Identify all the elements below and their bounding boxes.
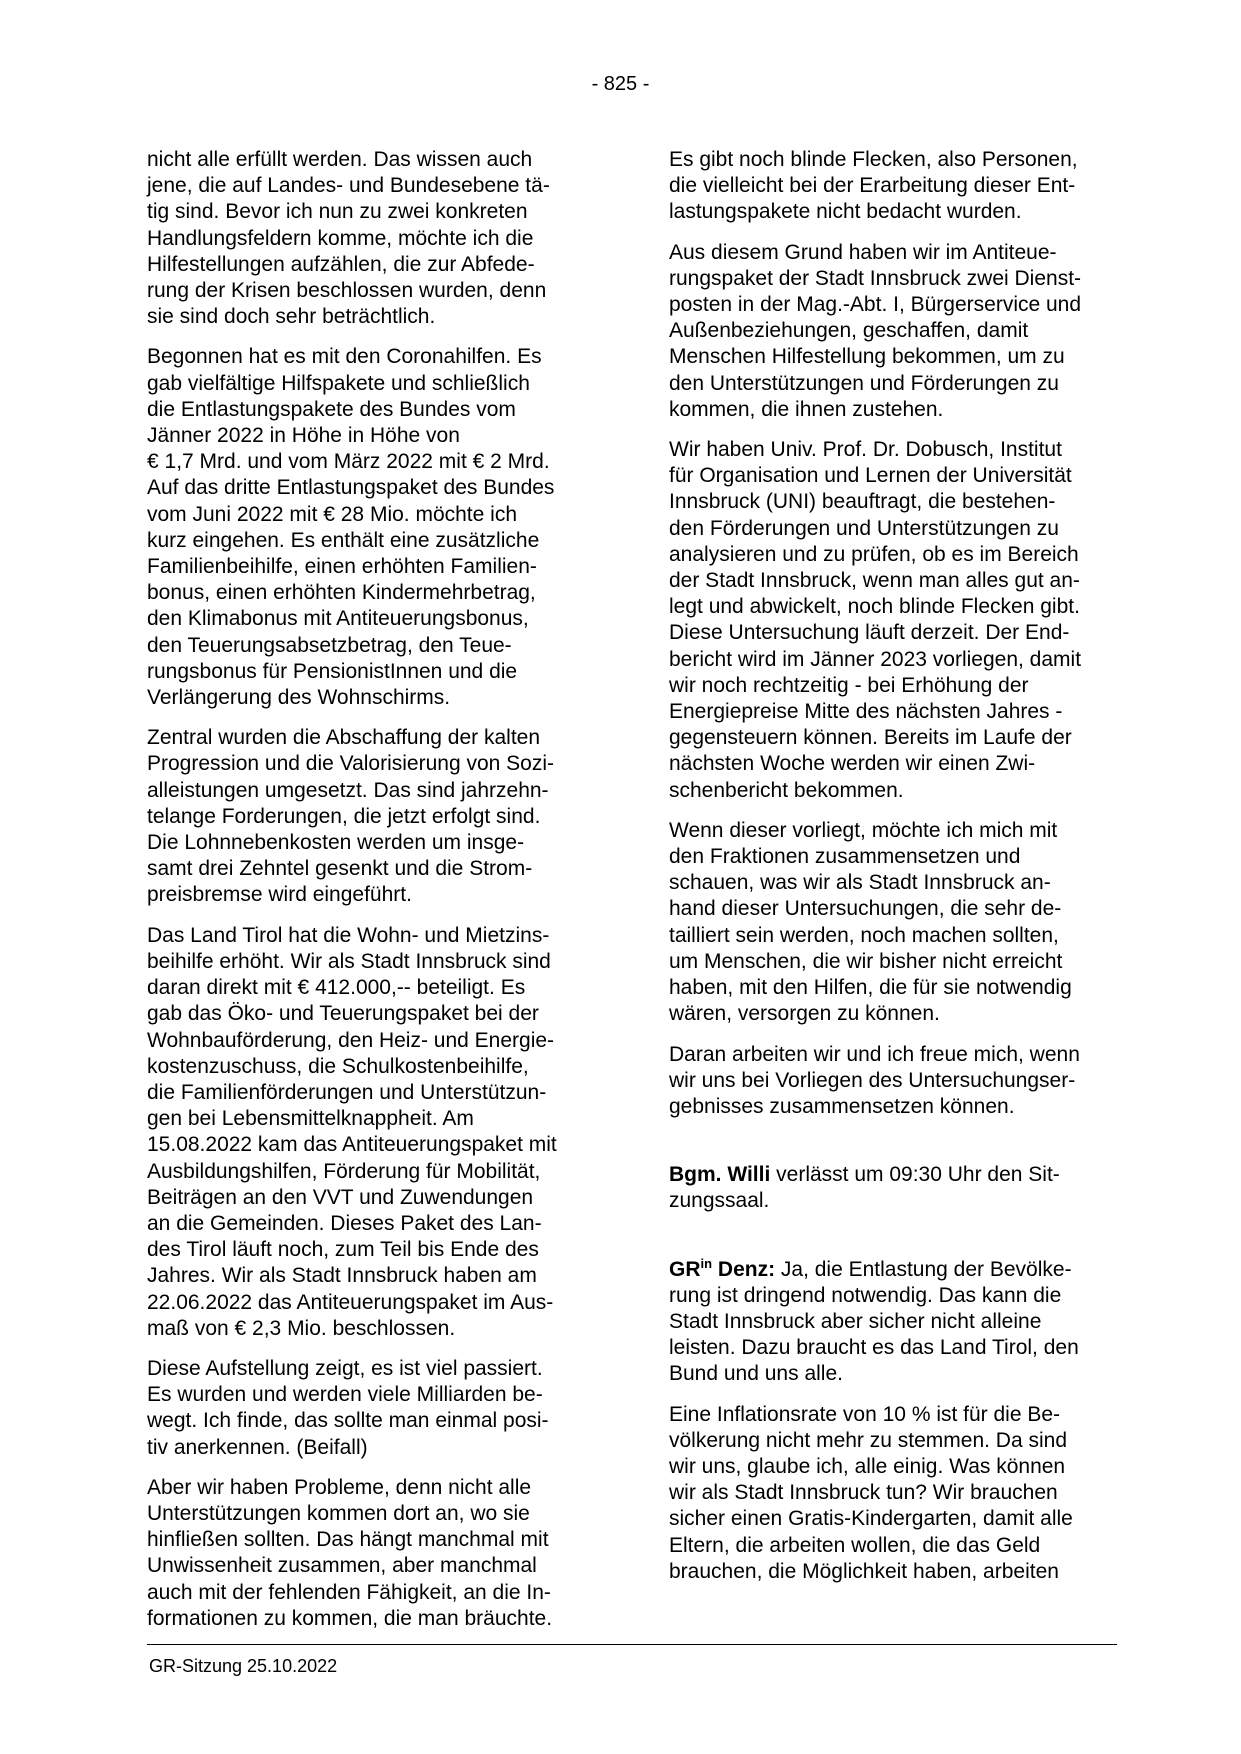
speaker-prefix: GR (669, 1257, 701, 1281)
note-text: verlässt um 09:30 Uhr den Sit- zungssaal. (669, 1163, 1060, 1213)
paragraph: Begonnen hat es mit den Coronahilfen. Es gab vielfältige Hilfspakete und schließlich die Entlastungspakete des Bundes vom Jänner 2022 in Höhe in Höhe von € 1,7 Mrd. und vom März 2022 mit € 2 Mrd. Auf das dritte Entlastungspaket des Bundes vom Juni 2022 mit € 28 Mio. möchte ich kurz eingehen. Es enthält eine zusätzliche Familienbeihilfe, einen erhöhten Familien- bonus, einen erhöhten Kindermehrbetrag, den Klimabonus mit Antiteuerungsbonus, den Teuerungsabsetzbetrag, den Teue- rungsbonus für PensionistInnen und die Verlängerung des Wohnschirms. (147, 345, 555, 710)
note-speaker: Bgm. Willi (669, 1163, 771, 1187)
speaker-superscript: in (700, 1255, 713, 1271)
paragraph: Aber wir haben Probleme, denn nicht alle Unterstützungen kommen dort an, wo sie hinfließen sollten. Das hängt manchmal mit Unwissenheit zusammen, aber manchmal auch mit der fehlenden Fähigkeit, an die In- formationen zu kommen, die man bräuchte. (147, 1475, 553, 1630)
paragraph: Diese Aufstellung zeigt, es ist viel passiert. Es wurden und werden viele Milliarden be- wegt. Ich finde, das sollte man einmal posi- tiv anerkennen. (Beifall) (147, 1356, 549, 1459)
speech-text: Ja, die Entlastung der Bevölke- rung ist dringend notwendig. Das kann die Stadt Innsbruck aber sicher nicht alleine leisten. Dazu braucht es das Land Tirol, den Bund und uns alle. (669, 1257, 1079, 1386)
paragraph: Wir haben Univ. Prof. Dr. Dobusch, Institut für Organisation und Lernen der Universität Innsbruck (UNI) beauftragt, die bestehen- den Förderungen und Unterstützungen zu analysieren und zu prüfen, ob es im Bereich der Stadt Innsbruck, wenn man alles gut an- legt und abwickelt, noch blinde Flecken gibt. Diese Untersuchung läuft derzeit. Der End- bericht wird im Jänner 2023 vorliegen, damit wir noch rechtzeitig - bei Erhöhung der Energiepreise Mitte des nächsten Jahres - gegensteuern können. Bereits im Laufe der nächsten Woche werden wir einen Zwi- schenbericht bekommen. (669, 438, 1082, 802)
paragraph: Wenn dieser vorliegt, möchte ich mich mit den Fraktionen zusammensetzen und schauen, was wir als Stadt Innsbruck an- hand dieser Untersuchungen, die sehr de- tailliert sein werden, noch machen sollten, um Menschen, die wir bisher nicht erreicht haben, mit den Hilfen, die für sie notwendig wären, versorgen zu können. (669, 818, 1072, 1026)
paragraph: Zentral wurden die Abschaffung der kalten Progression und die Valorisierung von Sozi- alleistungen umgesetzt. Das sind jahrzehn- telange Forderungen, die jetzt erfolgt sind. Die Lohnnebenkosten werden um insge- samt drei Zehntel gesenkt und die Strom- preisbremse wird eingeführt. (147, 726, 554, 907)
left-column (147, 147, 617, 1646)
paragraph: Aus diesem Grund haben wir im Antiteue- rungspaket der Stadt Innsbruck zwei Dienst- posten in der Mag.-Abt. I, Bürgerservice und Außenbeziehungen, geschaffen, damit Menschen Hilfestellung bekommen, um zu den Unterstützungen und Förderungen zu kommen, die ihnen zustehen. (669, 240, 1082, 421)
paragraph: nicht alle erfüllt werden. Das wissen auch jene, die auf Landes- und Bundesebene tä- tig sind. Bevor ich nun zu zwei konkreten Handlungsfeldern komme, möchte ich die Hilfestellungen aufzählen, die zur Abfede- rung der Krisen beschlossen wurden, denn sie sind doch sehr beträchtlich. (147, 148, 550, 329)
speaker-label (669, 1255, 776, 1281)
paragraph: Daran arbeiten wir und ich freue mich, wenn wir uns bei Vorliegen des Untersuchungser- gebnisses zusammensetzen können. (669, 1042, 1080, 1118)
footer-divider (147, 1644, 1117, 1645)
paragraph: Es gibt noch blinde Flecken, also Personen, die vielleicht bei der Erarbeitung dieser Ent- lastungspakete nicht bedacht wurden. (669, 148, 1078, 224)
paragraph: Das Land Tirol hat die Wohn- und Mietzins- beihilfe erhöht. Wir als Stadt Innsbruck sind daran direkt mit € 412.000,-- beteiligt. Es gab das Öko- und Teuerungspaket bei der Wohnbauförderung, den Heiz- und Energie- kostenzuschuss, die Schulkostenbeihilfe, die Familienförderungen und Unterstützun- gen bei Lebensmittelknappheit. Am 15.08.2022 kam das Antiteuerungspaket mit Ausbildungshilfen, Förderung für Mobilität, Beiträgen an den VVT und Zuwendungen an die Gemeinden. Dieses Paket des Lan- des Tirol läuft noch, zum Teil bis Ende des Jahres. Wir als Stadt Innsbruck haben am 22.06.2022 das Antiteuerungspaket im Aus- maß von € 2,3 Mio. beschlossen. (147, 923, 557, 1340)
footer-text: GR-Sitzung 25.10.2022 (149, 1656, 338, 1676)
procedural-note (669, 1162, 1139, 1214)
speech-paragraph (669, 1257, 1139, 1388)
right-column (669, 147, 1139, 1599)
page-number: - 825 - (591, 73, 650, 95)
speaker-name: Denz: (712, 1257, 776, 1281)
paragraph: Eine Inflationsrate von 10 % ist für die Be- völkerung nicht mehr zu stemmen. Da sind wir uns, glaube ich, alle einig. Was können wir als Stadt Innsbruck tun? Wir brauchen sicher einen Gratis-Kindergarten, damit alle Eltern, die arbeiten wollen, die das Geld brauchen, die Möglichkeit haben, arbeiten (669, 1402, 1073, 1583)
